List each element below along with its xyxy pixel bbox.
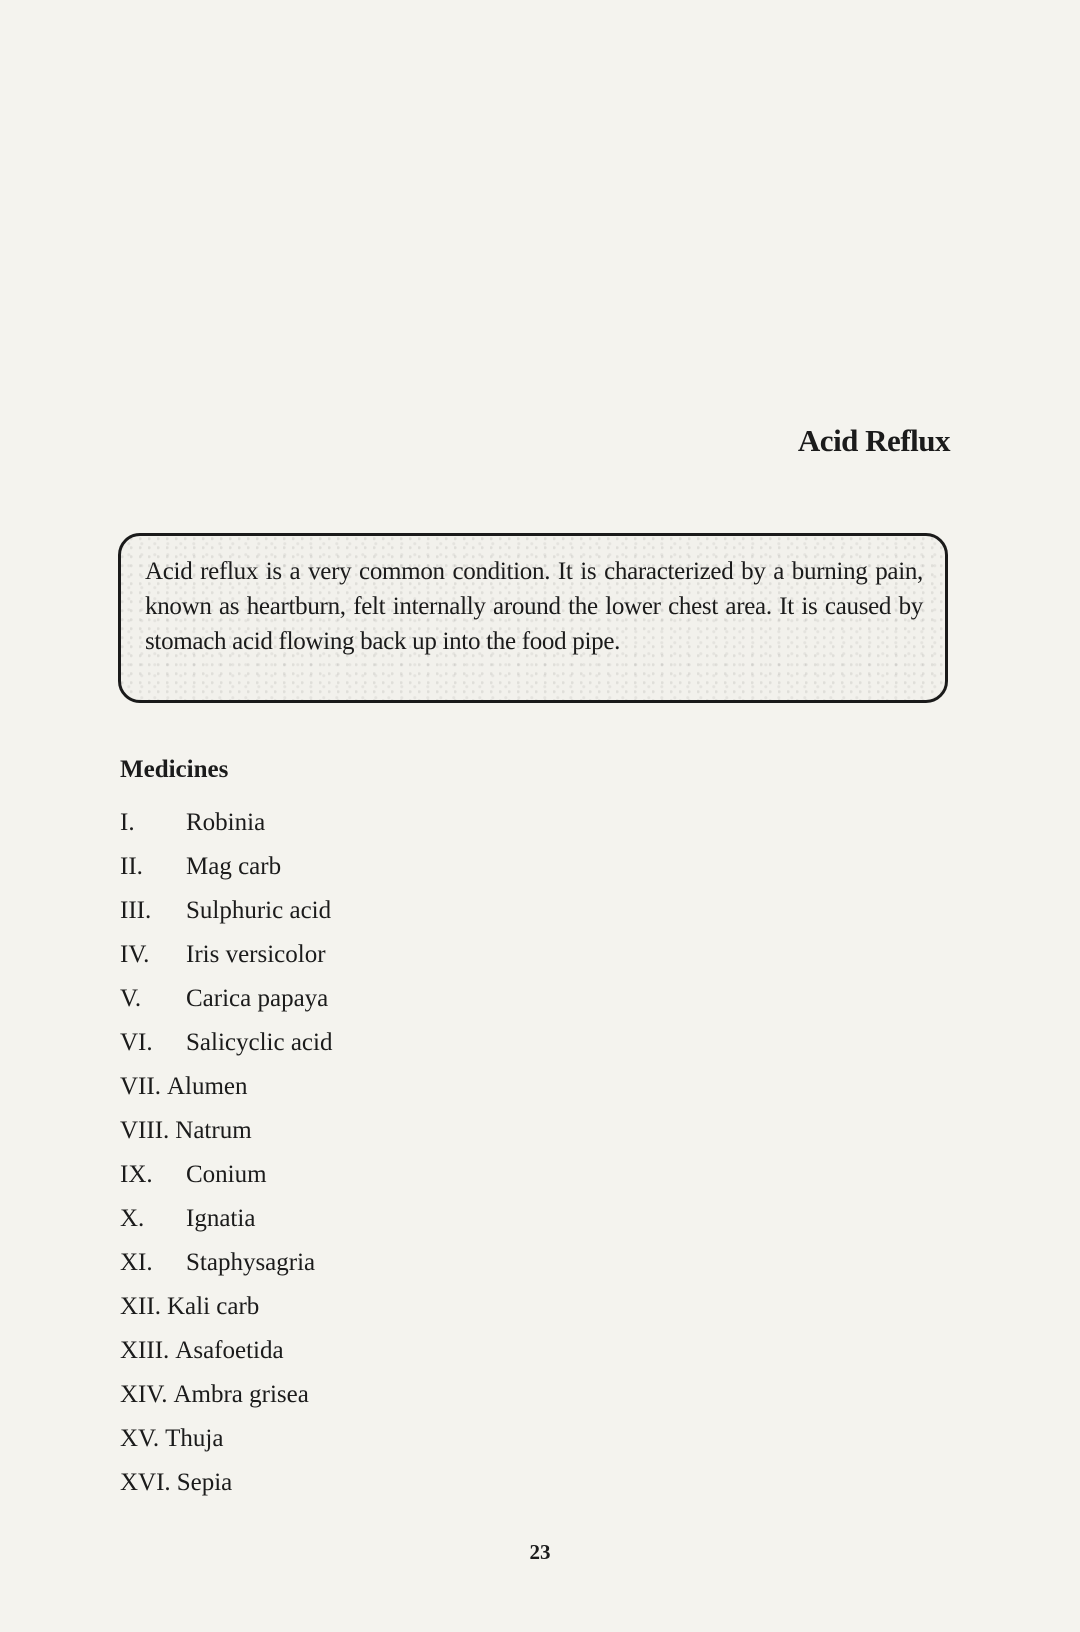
list-item [120,1109,332,1153]
list-numeral: XVI. [120,1469,171,1496]
list-numeral: IV. [120,941,150,968]
list-numeral: VII. [120,1073,161,1100]
medicines-heading: Medicines [120,756,229,783]
list-numeral: VIII. [120,1117,170,1144]
list-item [120,933,332,977]
medicine-name: Staphysagria [186,1249,316,1276]
list-numeral: XIII. [120,1337,170,1364]
list-numeral: I. [120,809,135,836]
list-numeral: IX. [120,1161,153,1188]
medicine-name: Thuja [165,1425,224,1452]
list-item [120,1285,332,1329]
medicine-list [120,801,332,1505]
list-numeral: V. [120,985,142,1012]
medicine-name: Sulphuric acid [186,897,332,924]
medicine-name: Mag carb [186,853,282,880]
summary-box [118,533,948,703]
list-numeral: VI. [120,1029,153,1056]
medicine-name: Carica papaya [186,985,329,1012]
page-number: 23 [529,1540,551,1564]
medicine-name: Iris versicolor [186,941,326,968]
medicine-name: Asafoetida [175,1337,284,1364]
list-item [120,1153,332,1197]
medicine-name: Ambra grisea [173,1381,309,1408]
page-title: Acid Reflux [797,422,950,458]
summary-text: Acid reflux is a very common condition. It is characterized by a burning pain, known as heartburn, felt internally around the lower chest area. It is caused by stomach acid flowing back up into the food pipe. [145,558,923,655]
medicine-name: Conium [186,1161,267,1188]
medicines-section [120,755,332,1505]
medicine-name: Sepia [176,1469,233,1496]
list-numeral: II. [120,853,143,880]
list-item [120,1417,332,1461]
medicine-name: Robinia [186,809,266,836]
list-numeral: XV. [120,1425,160,1452]
list-item [120,845,332,889]
medicine-name: Natrum [175,1117,252,1144]
list-numeral: III. [120,897,152,924]
list-numeral: XI. [120,1249,153,1276]
list-item [120,1373,332,1417]
list-item [120,1461,332,1505]
list-numeral: XII. [120,1293,161,1320]
list-item [120,1197,332,1241]
list-item [120,1021,332,1065]
medicine-name: Ignatia [186,1205,256,1232]
list-item [120,801,332,845]
list-item [120,977,332,1021]
medicine-name: Alumen [166,1073,248,1100]
list-item [120,889,332,933]
list-item [120,1065,332,1109]
list-numeral: XIV. [120,1381,168,1408]
list-item [120,1329,332,1373]
list-numeral: X. [120,1205,145,1232]
medicine-name: Kali carb [166,1293,260,1320]
list-item [120,1241,332,1285]
medicine-name: Salicyclic acid [186,1029,333,1056]
